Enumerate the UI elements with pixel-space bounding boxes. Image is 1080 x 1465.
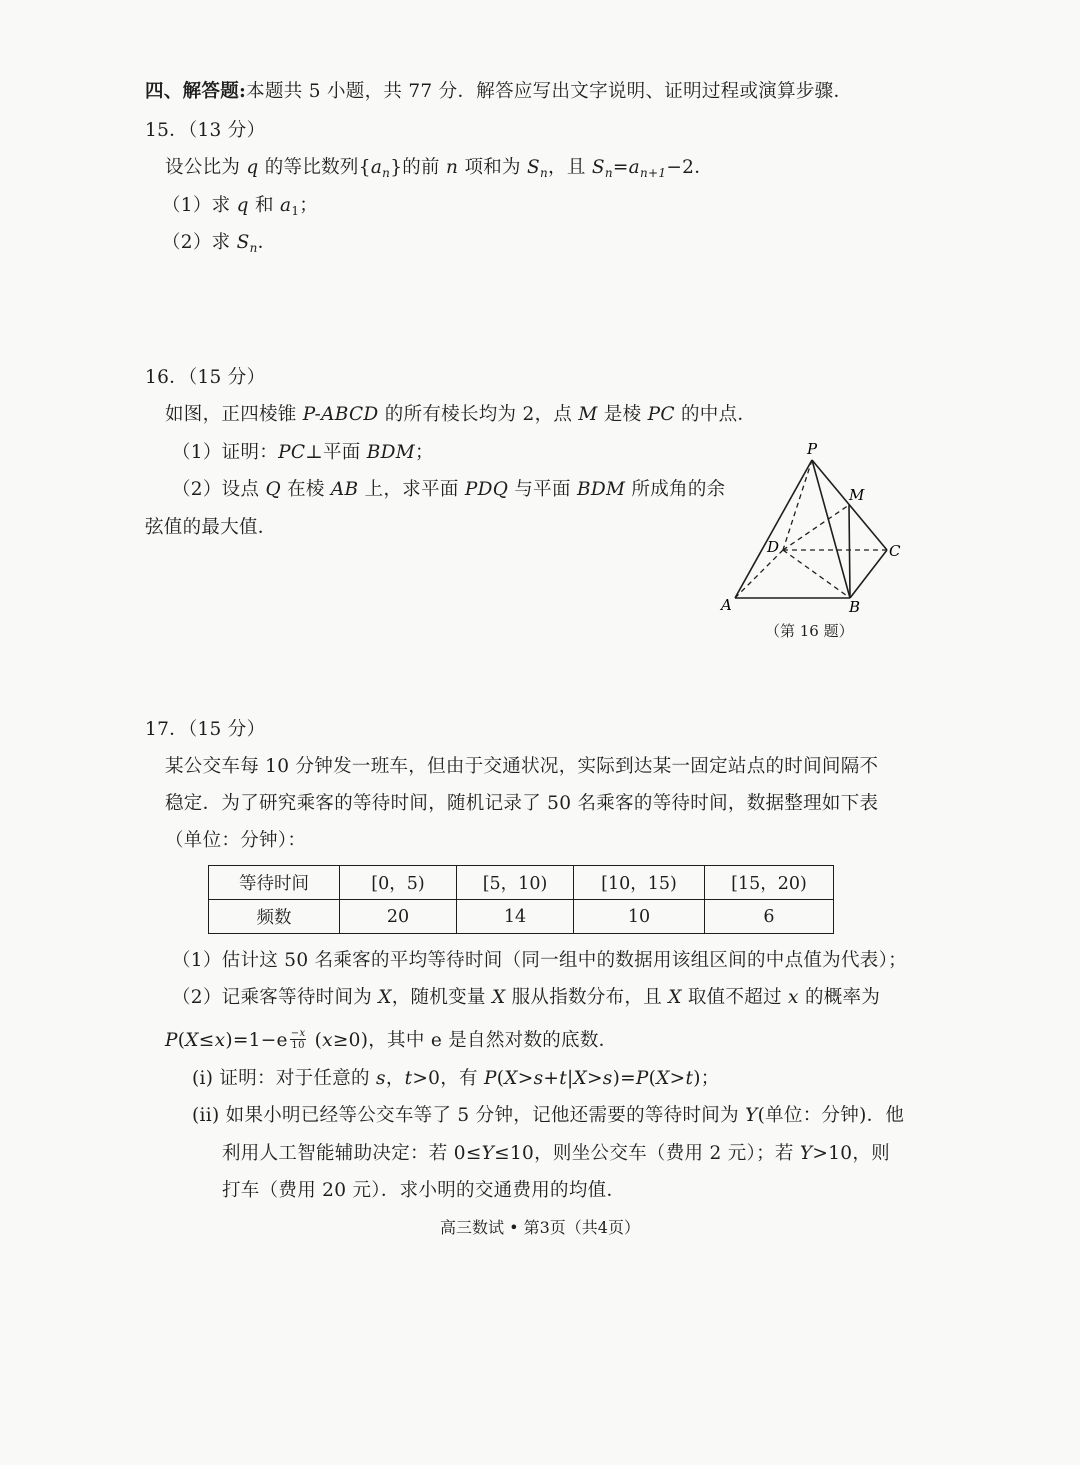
edge-PB [812, 460, 850, 598]
q16-part2: （2）设点 Q 在棱 AB 上，求平面 PDQ 与平面 BDM 所成角的余 [172, 479, 726, 500]
vertex-A: A [721, 596, 732, 614]
edge-PA [735, 460, 812, 598]
q17-part2-ii-line3: 打车（费用 20 元）．求小明的交通费用的均值． [222, 1180, 626, 1201]
vertex-M: M [849, 486, 865, 504]
section-heading [145, 79, 852, 105]
table-cell: [5，10) [457, 866, 574, 900]
q16-part2-cont: 弦值的最大值． [145, 517, 277, 538]
q17-part2: （2）记乘客等待时间为 X，随机变量 X 服从指数分布，且 X 取值不超过 x 的概率为 [172, 987, 881, 1008]
q15-part1: （1）求 q 和 $a_1$； [162, 195, 319, 218]
vertex-C: C [889, 542, 901, 560]
q17-part2-i: (i) 证明：对于任意的 s，t>0，有 P(X>s+t|X>s)=P(X>t)； [192, 1068, 720, 1089]
q15-number: 15．（13 分） [145, 120, 266, 141]
table-cell: 20 [340, 900, 457, 934]
q15-stem: 设公比为 q 的等比数列$\{a_n\}$的前 n 项和为 $S_n$，且 $S_n=a_{n+1}-2$． [165, 157, 713, 180]
table-cell: [15，20) [705, 866, 834, 900]
section-title: 四、解答题: [145, 81, 247, 102]
waiting-time-table [208, 865, 834, 934]
vertex-B: B [849, 598, 861, 616]
edge-BC [850, 550, 887, 598]
table-cell: 14 [457, 900, 574, 934]
q17-part1: （1）估计这 50 名乘客的平均等待时间（同一组中的数据用该组区间的中点值为代表）； [172, 950, 907, 971]
page-footer: 高三数试 • 第3页（共4页） [440, 1218, 640, 1237]
q15-part2: （2）求 $S_n$． [162, 232, 277, 255]
q17-stem-line1: 某公交车每 10 分钟发一班车，但由于交通状况，实际到达某一固定站点的时间间隔不 [165, 756, 879, 777]
q17-part2-ii: (ii) 如果小明已经等公交车等了 5 分钟，记他还需要的等待时间为 Y(单位：分钟)．他 [192, 1105, 905, 1126]
table-row [209, 900, 834, 934]
table-row [209, 866, 834, 900]
q17-stem-line2: 稳定．为了研究乘客的等待时间，随机记录了 50 名乘客的等待时间，数据整理如下表 [165, 793, 879, 814]
edge-DM [783, 505, 849, 550]
exponent-fraction: $\frac{-x}{10}$ [290, 1028, 306, 1051]
table-cell: [10，15) [574, 866, 705, 900]
figure-caption: （第 16 题） [765, 622, 854, 640]
pyramid-figure [705, 440, 935, 645]
table-cell: 等待时间 [209, 866, 340, 900]
q17-number: 17．（15 分） [145, 719, 266, 740]
table-cell: 10 [574, 900, 705, 934]
vertex-P: P [807, 440, 818, 458]
section-instruction: 本题共 5 小题，共 77 分．解答应写出文字说明、证明过程或演算步骤． [246, 81, 853, 102]
table-cell: 6 [705, 900, 834, 934]
edge-AD [735, 550, 783, 598]
q17-formula: P(X≤x)=1−e $\frac{-x}{10}$ (x≥0)，其中 e 是自然对数的底数． [165, 1028, 618, 1051]
vertex-D: D [767, 538, 780, 556]
table-cell: 频数 [209, 900, 340, 934]
edge-BM [849, 505, 850, 598]
q16-stem: 如图，正四棱锥 P-ABCD 的所有棱长均为 2，点 M 是棱 PC 的中点． [165, 404, 757, 425]
q16-number: 16．（15 分） [145, 367, 266, 388]
pyramid-diagram [705, 440, 935, 620]
q16-part1: （1）证明：PC⊥平面 BDM； [172, 442, 434, 463]
edge-DB [783, 550, 850, 598]
q17-part2-ii-line2: 利用人工智能辅助决定：若 0≤Y≤10，则坐公交车（费用 2 元）；若 Y>10，则 [222, 1143, 890, 1164]
table-cell: [0，5) [340, 866, 457, 900]
q17-stem-line3: （单位：分钟）： [165, 830, 307, 851]
